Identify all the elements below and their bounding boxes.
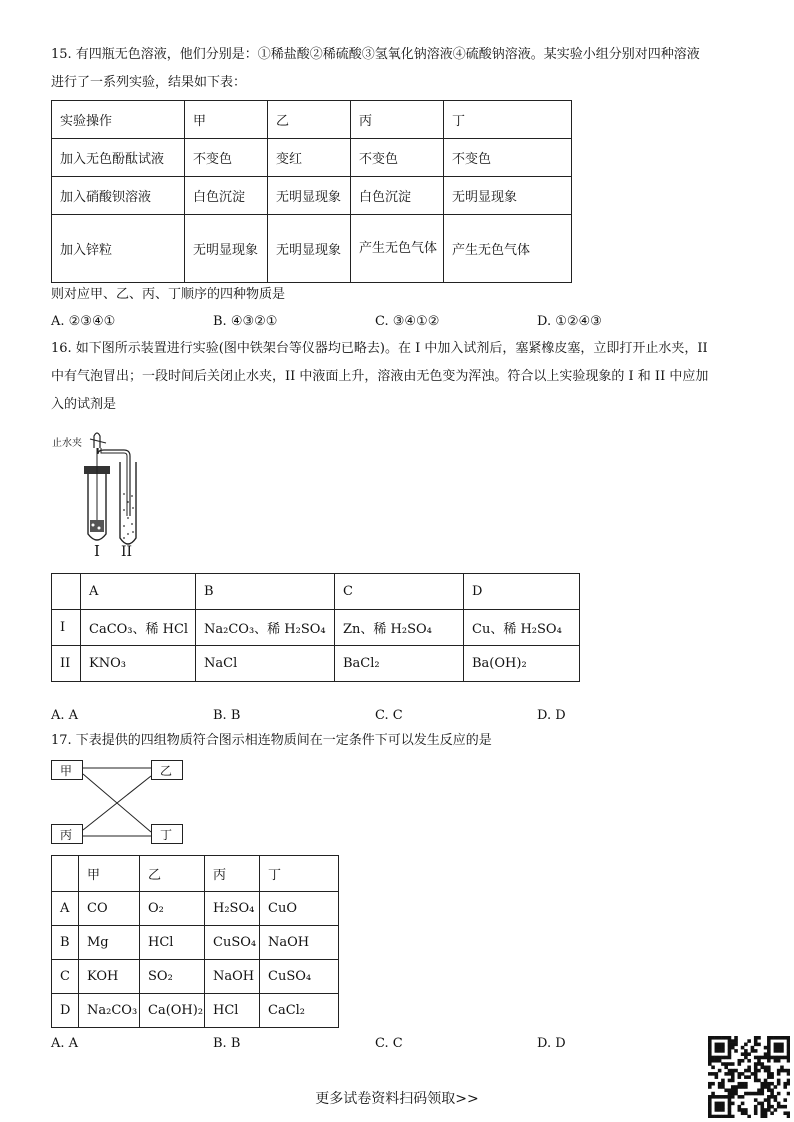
q15-cell: 变红 xyxy=(268,139,351,177)
q15-stem-line2: 进行了一系列实验，结果如下表： xyxy=(51,75,247,90)
q17-cell: CuSO₄ xyxy=(260,960,339,994)
q15-cell: 实验操作 xyxy=(52,101,185,139)
q17-cell: 乙 xyxy=(140,856,205,892)
q15-cell: 甲 xyxy=(185,101,268,139)
q16-cell: NaCl xyxy=(196,646,335,682)
q17-cell: Mg xyxy=(79,926,140,960)
q17-cell: C xyxy=(52,960,79,994)
q17-option-b: B. B xyxy=(213,1036,241,1051)
q15-cell: 不变色 xyxy=(351,139,444,177)
q15-table xyxy=(51,100,572,283)
q16-option-a: A. A xyxy=(51,708,79,723)
q17-option-c: C. C xyxy=(375,1036,403,1051)
q16-cell: B xyxy=(196,574,335,610)
q16-cell: C xyxy=(335,574,464,610)
q15-stem-line1: 15. 有四瓶无色溶液，他们分别是：①稀盐酸②稀硫酸③氢氧化钠溶液④硫酸钠溶液。某实验小组分别对四种溶液 xyxy=(51,47,700,62)
q16-cell: Zn、稀 H₂SO₄ xyxy=(335,610,464,646)
q17-cell: D xyxy=(52,994,79,1028)
q17-cell: HCl xyxy=(140,926,205,960)
q16-stem-line3: 入的试剂是 xyxy=(51,397,117,412)
q16-option-c: C. C xyxy=(375,708,403,723)
q17-cell: A xyxy=(52,892,79,926)
q15-option-a: A. ②③④① xyxy=(51,314,116,329)
q17-cell: Ca(OH)₂ xyxy=(140,994,205,1028)
q17-cell: O₂ xyxy=(140,892,205,926)
clamp-label: 止水夹 xyxy=(52,438,82,449)
q17-cell: 丙 xyxy=(205,856,260,892)
footer-text[interactable]: 更多试卷资料扫码领取>> xyxy=(315,1091,479,1107)
q15-cell: 丙 xyxy=(351,101,444,139)
q15-cell: 无明显现象 xyxy=(185,215,268,283)
q17-table xyxy=(51,855,339,1028)
q17-cell: 丁 xyxy=(260,856,339,892)
q15-cell: 乙 xyxy=(268,101,351,139)
q17-cell: CaCl₂ xyxy=(260,994,339,1028)
q16-cell: A xyxy=(81,574,196,610)
q15-cell: 产生无色气体 xyxy=(444,215,572,283)
q15-option-d: D. ①②④③ xyxy=(537,314,602,329)
q15-cell: 产生无色气体 xyxy=(351,215,444,283)
q17-stem: 17. 下表提供的四组物质符合图示相连物质间在一定条件下可以发生反应的是 xyxy=(51,733,492,748)
q17-cell: 甲 xyxy=(79,856,140,892)
q17-cell: H₂SO₄ xyxy=(205,892,260,926)
q16-cell: I xyxy=(52,610,81,646)
q17-cell: KOH xyxy=(79,960,140,994)
q17-cell xyxy=(52,856,79,892)
q16-cell: D xyxy=(464,574,580,610)
q16-cell: II xyxy=(52,646,81,682)
relation-diagram xyxy=(51,760,183,846)
apparatus-diagram xyxy=(52,430,162,562)
q15-cell: 无明显现象 xyxy=(444,177,572,215)
q16-cell: Na₂CO₃、稀 H₂SO₄ xyxy=(196,610,335,646)
q15-cell: 无明显现象 xyxy=(268,215,351,283)
q15-cell: 白色沉淀 xyxy=(185,177,268,215)
node-yi: 乙 xyxy=(151,760,183,780)
q16-cell xyxy=(52,574,81,610)
q16-cell: Ba(OH)₂ xyxy=(464,646,580,682)
q17-cell: Na₂CO₃ xyxy=(79,994,140,1028)
q15-option-b: B. ④③②① xyxy=(213,314,278,329)
q15-cell: 无明显现象 xyxy=(268,177,351,215)
q15-cell: 不变色 xyxy=(444,139,572,177)
q16-option-d: D. D xyxy=(537,708,566,723)
q16-stem-line2: 中有气泡冒出；一段时间后关闭止水夹，II 中液面上升，溶液由无色变为浑浊。符合以上实验现象的 I 和 II 中应加 xyxy=(51,369,709,384)
q15-cell: 加入硝酸钡溶液 xyxy=(52,177,185,215)
tube-ii-label: II xyxy=(121,544,133,560)
q17-cell: CuO xyxy=(260,892,339,926)
q16-cell: CaCO₃、稀 HCl xyxy=(81,610,196,646)
q17-cell: SO₂ xyxy=(140,960,205,994)
q16-option-b: B. B xyxy=(213,708,241,723)
q16-stem-line1: 16. 如下图所示装置进行实验(图中铁架台等仪器均已略去)。在 I 中加入试剂后，塞紧橡皮塞，立即打开止水夹，II xyxy=(51,341,708,356)
q17-cell: HCl xyxy=(205,994,260,1028)
q15-cell: 加入无色酚酞试液 xyxy=(52,139,185,177)
q16-cell: BaCl₂ xyxy=(335,646,464,682)
q17-cell: NaOH xyxy=(205,960,260,994)
q17-cell: CO xyxy=(79,892,140,926)
q17-cell: CuSO₄ xyxy=(205,926,260,960)
apparatus-drawing xyxy=(52,430,162,562)
q17-cell: NaOH xyxy=(260,926,339,960)
node-bing: 丙 xyxy=(51,824,83,844)
q17-option-d: D. D xyxy=(537,1036,566,1051)
q15-followup: 则对应甲、乙、丙、丁顺序的四种物质是 xyxy=(51,287,286,302)
q16-cell: KNO₃ xyxy=(81,646,196,682)
node-ding: 丁 xyxy=(151,824,183,844)
q16-table xyxy=(51,573,580,682)
q17-cell: B xyxy=(52,926,79,960)
tube-i-label: I xyxy=(94,542,100,560)
q17-option-a: A. A xyxy=(51,1036,79,1051)
q15-cell: 丁 xyxy=(444,101,572,139)
q15-cell: 不变色 xyxy=(185,139,268,177)
node-jia: 甲 xyxy=(51,760,83,780)
q15-option-c: C. ③④①② xyxy=(375,314,440,329)
q15-cell: 白色沉淀 xyxy=(351,177,444,215)
q15-cell: 加入锌粒 xyxy=(52,215,185,283)
q16-cell: Cu、稀 H₂SO₄ xyxy=(464,610,580,646)
